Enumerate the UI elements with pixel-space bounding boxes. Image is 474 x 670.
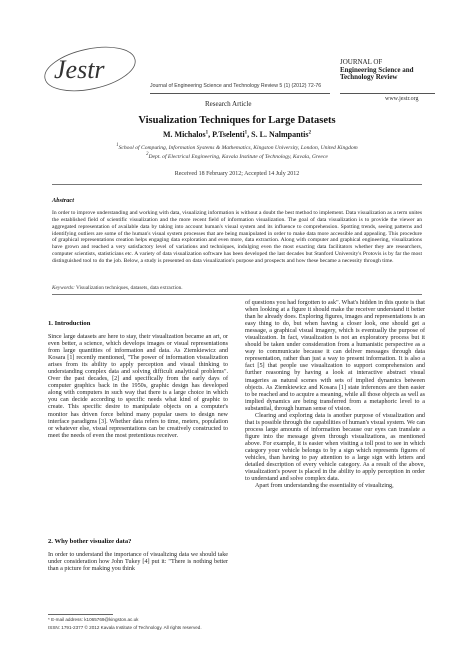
rule-above-abstract (52, 184, 422, 185)
author-sup: 1 (244, 130, 248, 136)
journal-logo (40, 42, 140, 94)
rule-below-keywords (52, 294, 422, 295)
abstract-text: In order to improve understanding and working with data, visualizing information is without a doubt the best method to implement. Data visualization as a term unites the established field of scientific visualization and the more recent field of information visualization. The goal of data visualization is to provide the viewer an aggregated representation of available data by taking into account human's visual system and its influence to comprehension. Spotting trends, seeing patterns and identifying outliers are some of the human's visual system processes that are being manipulated in order to make data more accessible and appealing. This procedure of graphical representations creation helps engaging data exploration and even more, data extraction. Along with computer and graphical engineering, visualizations have grown and reached a very satisfactory level of variations and techniques, indulging even the most exacting data facilitators whether they are researchers, computer scientists, statisticians etc. A variety of data visualization software has been developed the last decades but Stanford University's Protovis is by far the most distinguished tool to do the job. Below, a study is presented on data visualization's purpose and prospects and how these became a necessity through time. (52, 210, 422, 264)
journal-url[interactable]: www.jestr.org (385, 96, 419, 102)
section-heading-why-visualize: 2. Why bother visualize data? (48, 538, 132, 545)
author-sup: 1 (205, 130, 209, 136)
header-divider-left (150, 93, 330, 94)
paper-title: Visualization Techniques for Large Datasets (138, 115, 336, 126)
journal-citation: Journal of Engineering Science and Technology Review 5 (1) (2012) 72-76 (150, 83, 322, 89)
paragraph: In order to understand the importance of visualizing data we should take under consideration how John Tukey [4] put it: "There is nothing better than a picture for making you think (48, 552, 228, 573)
footnote-email[interactable]: * E-mail address: k1065769@kingston.ac.uk (48, 617, 139, 622)
why-visualize-paragraph (48, 552, 228, 573)
masthead-line-3: Technology Review (340, 73, 398, 81)
author-name: S. L. Nalmpantis (251, 130, 309, 139)
article-type: Research Article (205, 100, 252, 108)
logo-text: Jestr (54, 55, 105, 84)
paragraph: Apart from understanding the essentiality of visualizing, (255, 483, 394, 490)
masthead-line-1: JOURNAL OF (340, 58, 383, 66)
received-date: Received 18 February 2012; Accepted 14 July 2012 (174, 171, 300, 177)
introduction-paragraph (48, 334, 228, 440)
affiliation-text: Dept. of Electrical Engineering, Kavala Institute of Technology, Kavala, Greece (148, 153, 328, 160)
keywords-text: Visualization techniques, datasets, data extraction. (76, 285, 183, 291)
footnote-issn: ISSN: 1791-2377 © 2012 Kavala Institute of Technology. All rights reserved. (48, 625, 202, 630)
header-divider-right (340, 93, 435, 94)
keywords (52, 285, 422, 291)
affiliation-sup: 1 (116, 143, 119, 148)
right-column (245, 300, 425, 490)
author-sup: 2 (308, 130, 312, 136)
affiliation-2 (0, 152, 474, 160)
paragraph: Clearing and exploring data is another purpose of visualization and that is possible through the capabilities of human's visual system. We can process large amounts of information because our eyes can translate a figure into the message given through visualizations, as mentioned above. For example, it is easier when visiting a toll post to see in which category your vehicle belongs to by a sign which represents figures of vehicles, than having to pay attention to a large sign with letters and detailed description of every vehicle category. As a result of the above, visualization's power is placed in the ability to apply perception in order to understand and solve complex data. (245, 412, 425, 483)
author-name: P.Tselenti (212, 130, 245, 139)
footnote-divider (48, 614, 113, 615)
section-heading-introduction: 1. Introduction (48, 320, 91, 327)
journal-masthead (340, 59, 450, 82)
paragraph: Since large datasets are here to stay, their visualization became an art, or even better, a science, which develops images or visual representations from large quantities of information and data. As Ziemkiewicz and Kosara [1] recently mentioned, "The power of information visualization arises from its ability to apply perception and visual thinking to understanding complex data and solving difficult analytical problems". Over the past decades, [2] and specifically from the early days of computer graphics back in the 1950s, graphic design has developed along with computers in such way that there is a large choice in which you can decide according to specific needs what kind of graphic to create. This specific desire to manipulate objects on a computer's monitor has driven force behind many popular users to design new interface paradigms [3]. Whether data refers to time, meters, population or whatever else, visual representations can be creatively constructed to meet the needs of even the most pretentious receiver. (48, 334, 228, 439)
affiliation-sup: 2 (146, 152, 149, 157)
author-name: M. Michalos (162, 130, 206, 139)
abstract-heading: Abstract (52, 197, 75, 204)
author-list: M. Michalos$^1$, P.Tselenti$^1$, S. L. Nalmpantis$^2$ (162, 130, 312, 139)
affiliation-1 (0, 143, 474, 151)
keywords-label: Keywords: (52, 285, 75, 291)
paragraph: of questions you had forgotten to ask". What's hidden in this quote is that when looking at a figure it should make the receiver understand it better than he already does. Exploring figures, images and representations is an easy thing to do, but when having a closer look, one should get a message, a graphical visual imagery, which is eventually the purpose of visualization. In fact, visualization is not an exploratory process but it should be taken under consideration from a humanistic perspective as a way to communicate because it can deliver messages through data representation, rather than just a way to present information. It is also a fact [5] that people use visualization to support comprehension and further reasoning by having a look at interactive abstract visual imageries as natural scenes with sets of implied dynamics between objects. As Ziemkiewicz and Kosara [1] state inferences are then easier to be reached and to acquire a meaning, while all those objects as well as implied dynamics are being transferred from a metaphoric level to a substantial, through human sense of vision. (245, 300, 425, 412)
affiliation-text: School of Computing, Information Systems & Mathematics, Kingston University, London, United Kingdom (118, 144, 358, 151)
masthead-line-2: Engineering Science and (340, 65, 414, 74)
